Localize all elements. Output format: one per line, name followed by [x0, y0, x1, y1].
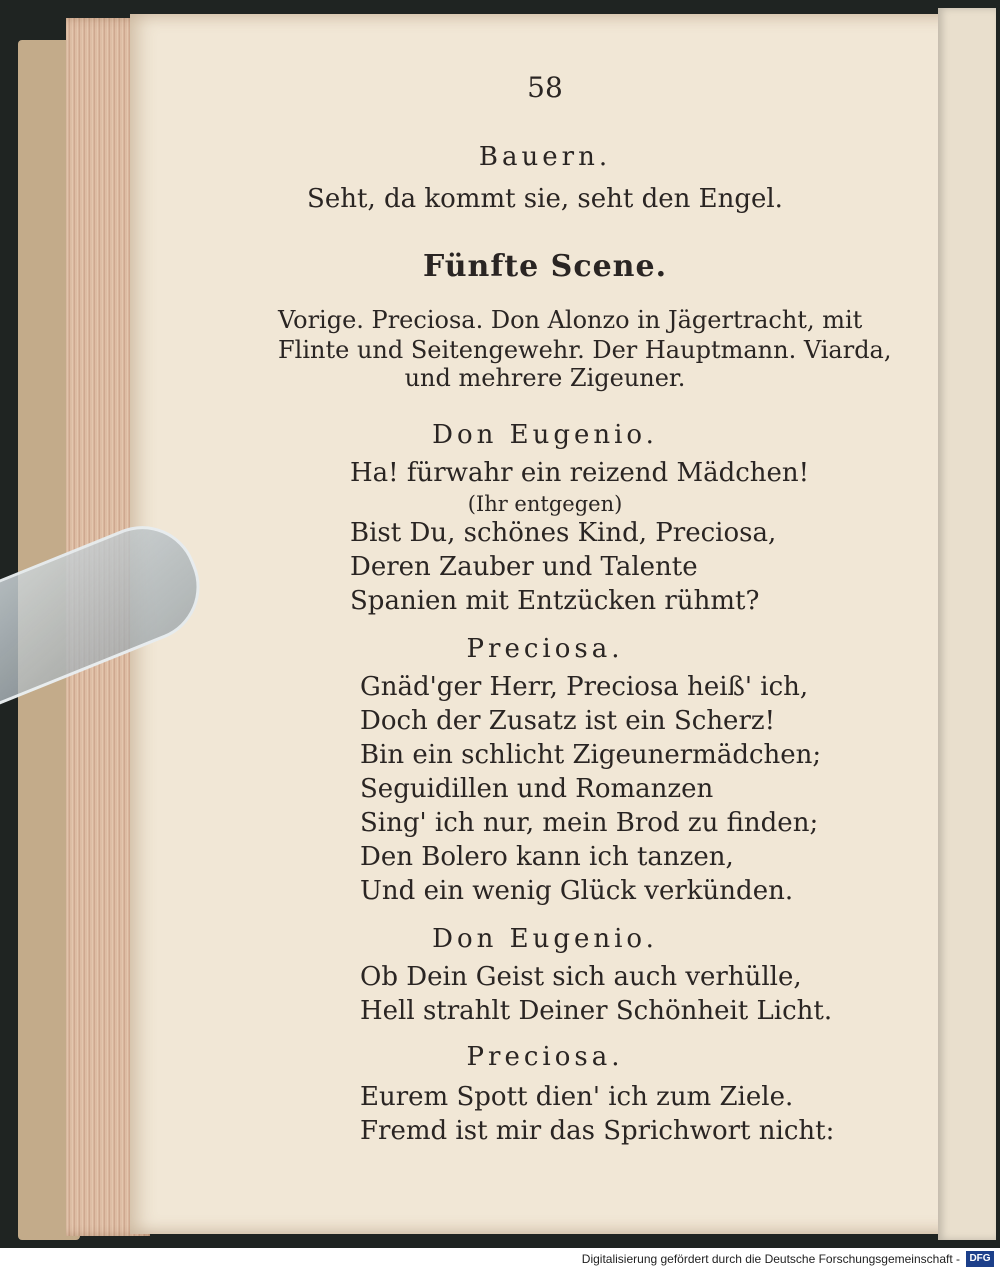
speaker-don-eugenio: Don Eugenio. [432, 924, 658, 954]
stage-direction-line: Vorige. Preciosa. Don Alonzo in Jägertracht, mit [278, 306, 863, 334]
dfg-logo: DFG [966, 1251, 994, 1267]
dialogue-line: Seht, da kommt sie, seht den Engel. [307, 184, 783, 214]
funding-notice: Digitalisierung gefördert durch die Deutsche Forschungsgemeinschaft - [581, 1252, 960, 1266]
right-page-edge [938, 8, 996, 1240]
dialogue-line: Bin ein schlicht Zigeunermädchen; [360, 740, 822, 770]
page-text [150, 0, 940, 1240]
dialogue-line: Bist Du, schönes Kind, Preciosa, [350, 518, 777, 548]
dialogue-line: Fremd ist mir das Sprichwort nicht: [360, 1116, 835, 1146]
speaker-bauern: Bauern. [478, 142, 612, 172]
page-number: 58 [527, 71, 563, 104]
dialogue-line: Gnäd'ger Herr, Preciosa heiß' ich, [360, 672, 809, 702]
dialogue-line: Seguidillen und Romanzen [360, 774, 714, 804]
dialogue-line: Spanien mit Entzücken rühmt? [350, 586, 760, 616]
speaker-preciosa: Preciosa. [466, 634, 624, 664]
dialogue-line: Deren Zauber und Talente [350, 552, 698, 582]
dialogue-line: Sing' ich nur, mein Brod zu finden; [360, 808, 819, 838]
speaker-preciosa: Preciosa. [466, 1042, 624, 1072]
dialogue-line: Hell strahlt Deiner Schönheit Licht. [360, 996, 833, 1026]
stage-direction-line: Flinte und Seitengewehr. Der Hauptmann. Viarda, [278, 336, 892, 364]
dialogue-line: Eurem Spott dien' ich zum Ziele. [360, 1082, 794, 1112]
dialogue-line: Ha! fürwahr ein reizend Mädchen! [350, 458, 810, 488]
dialogue-line: Und ein wenig Glück verkünden. [360, 876, 794, 906]
speaker-don-eugenio: Don Eugenio. [432, 420, 658, 450]
scene-title: Fünfte Scene. [422, 249, 668, 284]
footer-bar [0, 1248, 1000, 1271]
dialogue-line: Ob Dein Geist sich auch verhülle, [360, 962, 802, 992]
dialogue-line: Doch der Zusatz ist ein Scherz! [360, 706, 776, 736]
dialogue-line: Den Bolero kann ich tanzen, [360, 842, 734, 872]
stage-direction: (Ihr entgegen) [467, 492, 623, 516]
stage-direction-line: und mehrere Zigeuner. [404, 364, 686, 392]
